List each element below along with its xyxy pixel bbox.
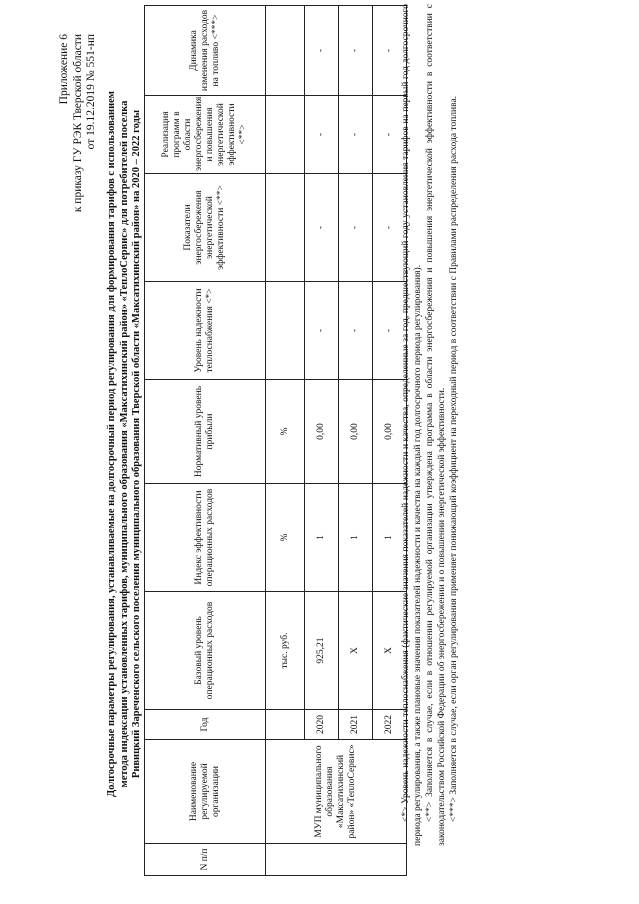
cell-unit-energy xyxy=(266,174,305,282)
cell-year: 2020 xyxy=(305,710,339,740)
appendix-number: Приложение 6 xyxy=(58,34,70,105)
cell-energy: - xyxy=(339,174,373,282)
cell-base: 925,21 xyxy=(305,592,339,710)
cell-year: 2021 xyxy=(339,710,373,740)
title-line-3: Ривицкий Зареченского сельского поселения муниципального образования Тверской области «Максатихинский район» на 2020 – 2022 годы xyxy=(131,109,142,779)
cell-energy: - xyxy=(305,174,339,282)
footnote-energy: <**> Заполняется в случае, если в отношении регулируемой организации утверждена программа в области энергосбережения и повышения энергетической эффективности в соответствии с законодательством Российской Федерации об энергосбережении и о повышении энергетической эффективности. xyxy=(425,4,447,846)
cell-num xyxy=(266,844,407,876)
parameters-table xyxy=(144,5,407,876)
title-line-1: Долгосрочные параметры регулирования, устанавливаемые на долгосрочный период регулирования для формирования тарифов с использованием xyxy=(106,91,117,797)
cell-org-name: МУП муниципального образования «Максатихинский район» «ТеплоСервис» xyxy=(266,740,407,844)
cell-unit-year xyxy=(266,710,305,740)
table-units-row xyxy=(266,6,305,876)
footnotes xyxy=(400,4,460,846)
cell-unit-index: % xyxy=(266,484,305,592)
cell-profit: 0,00 xyxy=(305,380,339,484)
cell-profit: 0,00 xyxy=(339,380,373,484)
header-energy-saving: Показатели энергосбережения энергетической эффективности <**> xyxy=(145,174,266,282)
cell-unit-dynamics xyxy=(266,6,305,96)
header-base-opex: Базовый уровень операционных расходов xyxy=(145,592,266,710)
header-org: Наименование регулируемой организации xyxy=(145,740,266,844)
cell-index: 1 xyxy=(373,484,407,592)
header-year: Год xyxy=(145,710,266,740)
header-fuel-dynamics: Динамика изменения расходов на топливо <***> xyxy=(145,6,266,96)
cell-base: Х xyxy=(373,592,407,710)
header-reliability: Уровень надежности теплоснабжения <*> xyxy=(145,282,266,380)
cell-unit-reliability xyxy=(266,282,305,380)
cell-unit-profit: % xyxy=(266,380,305,484)
cell-reliability: - xyxy=(305,282,339,380)
footnote-fuel: <***> Заполняется в случае, если орган регулирования применяет понижающий коэффициент на переходный период в соответствии с Правилами распределения расхода топлива. xyxy=(449,95,459,822)
appendix-header xyxy=(58,34,99,264)
cell-energy: - xyxy=(373,174,407,282)
header-profit-level: Нормативный уровень прибыли xyxy=(145,380,266,484)
title-line-2: метода индексации установленных тарифов, муниципального образования «Максатихинский район» «ТеплоСервис» для потребителей поселка xyxy=(118,100,130,788)
document-title xyxy=(106,4,144,884)
cell-program: - xyxy=(305,96,339,174)
cell-year: 2022 xyxy=(373,710,407,740)
cell-base: Х xyxy=(339,592,373,710)
header-num: N п/п xyxy=(145,844,266,876)
footnote-reliability: <*> Уровень надежности теплоснабжения (фактические значения показателей надежности и качества, определенные за год, предшествующий году установления тарифов на первый год долгосрочного периода регулирования, а также плановые значения показателей надежности и качества на каждый год долгосрочного периода регулирования). xyxy=(401,4,423,846)
cell-index: 1 xyxy=(305,484,339,592)
appendix-date: от 19.12.2019 № 551-нп xyxy=(85,34,97,150)
appendix-order: к приказу ГУ РЭК Тверской области xyxy=(71,34,84,213)
header-program: Реализация программ в области энергосбережения и повышения энергетической эффективности <**> xyxy=(145,96,266,174)
cell-program: - xyxy=(339,96,373,174)
cell-dynamics: - xyxy=(339,6,373,96)
header-efficiency-index: Индекс эффективности операционных расходов xyxy=(145,484,266,592)
cell-reliability: - xyxy=(339,282,373,380)
cell-unit-program xyxy=(266,96,305,174)
cell-profit: 0,00 xyxy=(373,380,407,484)
cell-unit-base: тыс. руб. xyxy=(266,592,305,710)
cell-dynamics: - xyxy=(305,6,339,96)
cell-index: 1 xyxy=(339,484,373,592)
cell-dynamics: - xyxy=(373,6,407,96)
cell-reliability: - xyxy=(373,282,407,380)
cell-program: - xyxy=(373,96,407,174)
table-header-row xyxy=(145,6,266,876)
